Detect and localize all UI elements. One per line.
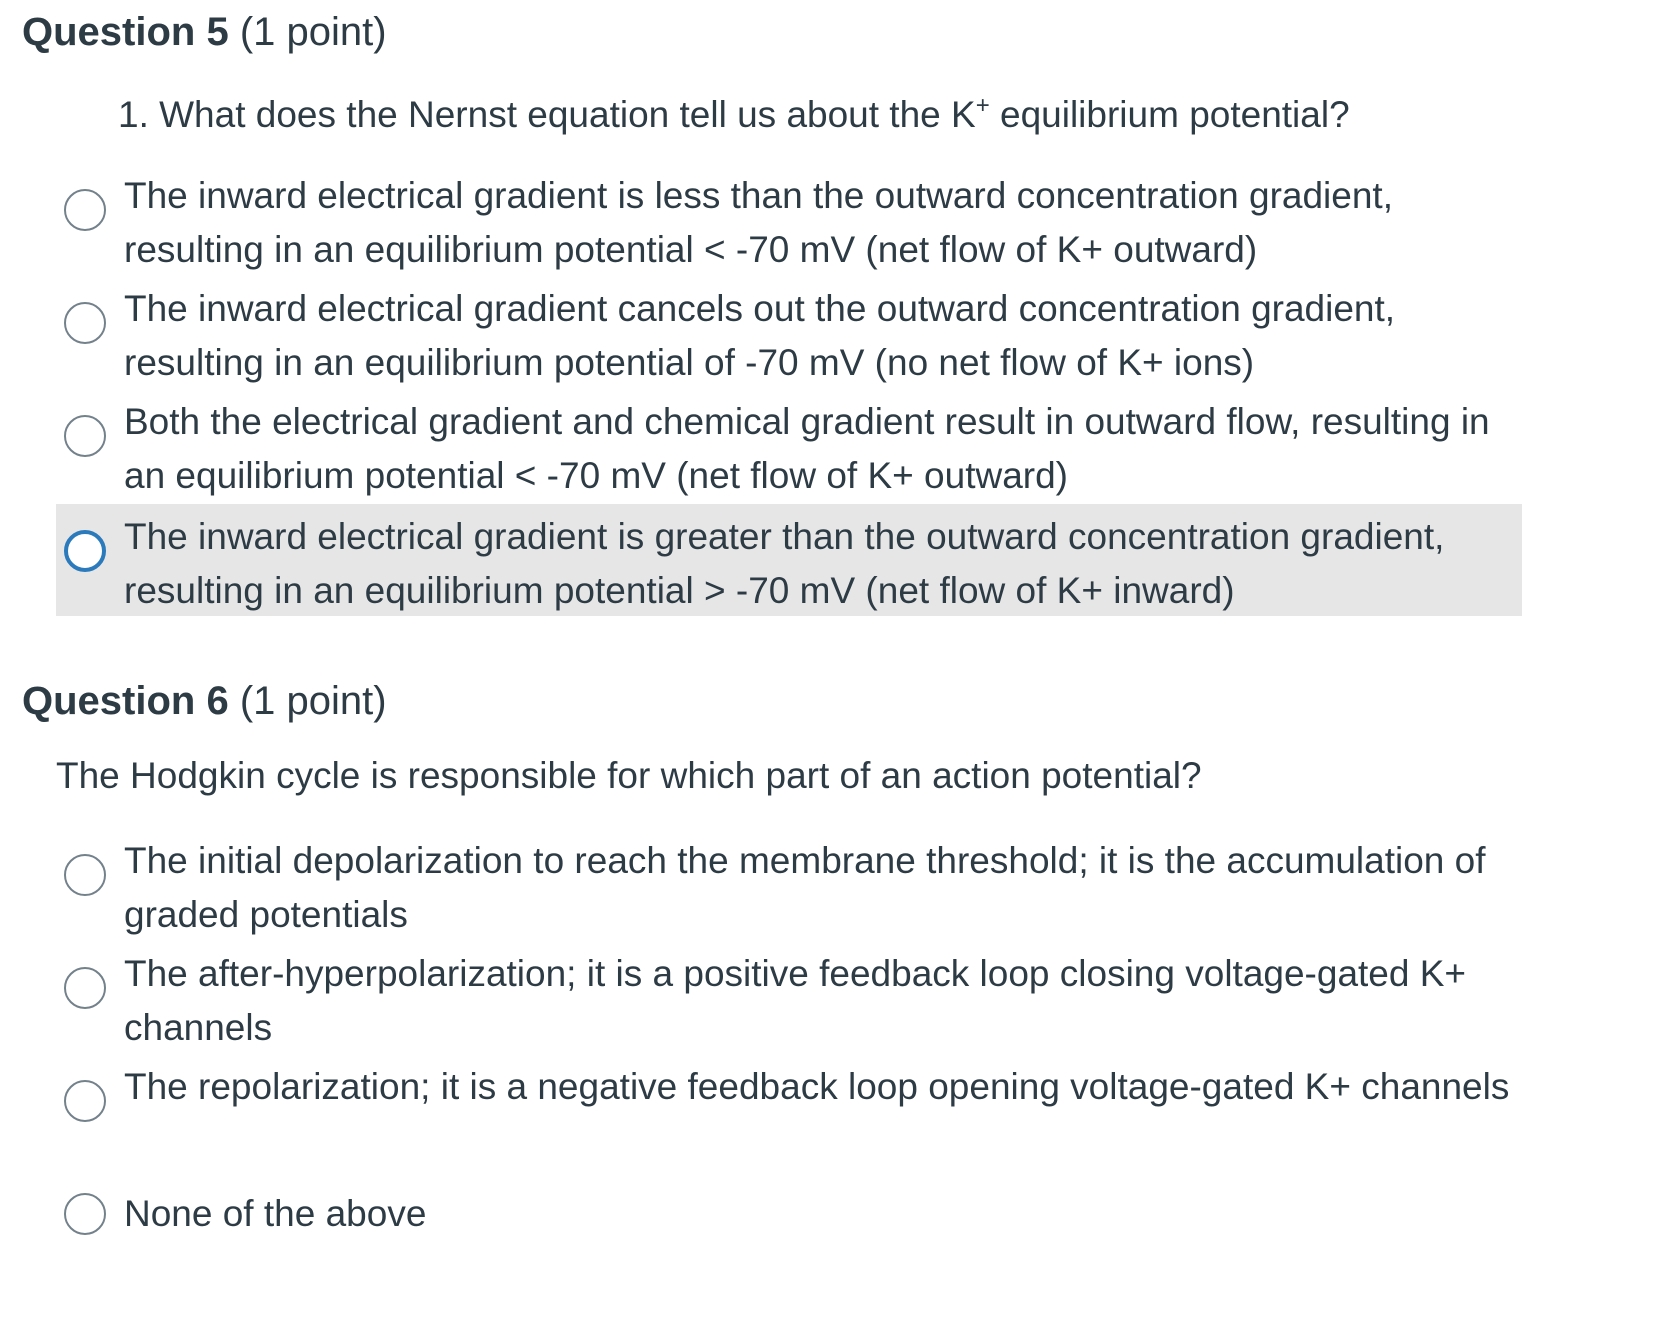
answer-option-1[interactable] [56, 838, 1522, 942]
question-points: (1 point) [239, 10, 387, 54]
answer-text: The inward electrical gradient is less than the outward concentration gradient, resulting in an equilibrium potential < -70 mV (net flow of K+ outward) [124, 175, 1393, 270]
question-header [22, 8, 387, 56]
answer-text: The initial depolarization to reach the membrane threshold; it is the accumulation of graded potentials [124, 840, 1486, 935]
answer-option-4[interactable] [56, 1190, 1522, 1246]
answer-option-1[interactable] [56, 173, 1522, 277]
answer-text: None of the above [124, 1193, 427, 1234]
question-points: (1 point) [239, 679, 387, 723]
answer-option-3[interactable] [56, 399, 1522, 503]
radio-button[interactable] [64, 1080, 106, 1122]
question-prompt: The Hodgkin cycle is responsible for which part of an action potential? [56, 755, 1202, 796]
answer-option-2[interactable] [56, 286, 1522, 390]
answer-option-3[interactable] [56, 1064, 1522, 1168]
prompt-text-end: equilibrium potential? [989, 94, 1350, 135]
radio-button[interactable] [64, 1193, 106, 1235]
question-title: Question 5 [22, 10, 229, 54]
question-header [22, 677, 387, 725]
radio-button[interactable] [64, 967, 106, 1009]
radio-button[interactable] [64, 189, 106, 231]
prompt-text: 1. What does the Nernst equation tell us about the K [118, 94, 976, 135]
radio-button[interactable] [64, 415, 106, 457]
radio-button[interactable] [64, 854, 106, 896]
superscript-plus: + [975, 92, 990, 119]
answer-text: Both the electrical gradient and chemical gradient result in outward flow, resulting in an equilibrium potential < -70 mV (net flow of K+ outward) [124, 401, 1490, 496]
radio-button[interactable] [64, 530, 106, 572]
question-title: Question 6 [22, 679, 229, 723]
answer-text: The repolarization; it is a negative feedback loop opening voltage-gated K+ channels [124, 1066, 1510, 1107]
radio-button[interactable] [64, 302, 106, 344]
answer-option-2[interactable] [56, 951, 1522, 1055]
question-prompt [118, 92, 1350, 138]
answer-text: The inward electrical gradient is greater than the outward concentration gradient, resulting in an equilibrium potential > -70 mV (net flow of K+ inward) [124, 516, 1445, 611]
answer-option-4[interactable] [56, 504, 1522, 616]
answer-text: The after-hyperpolarization; it is a positive feedback loop closing voltage-gated K+ channels [124, 953, 1467, 1048]
answer-text: The inward electrical gradient cancels out the outward concentration gradient, resulting in an equilibrium potential of -70 mV (no net flow of K+ ions) [124, 288, 1396, 383]
